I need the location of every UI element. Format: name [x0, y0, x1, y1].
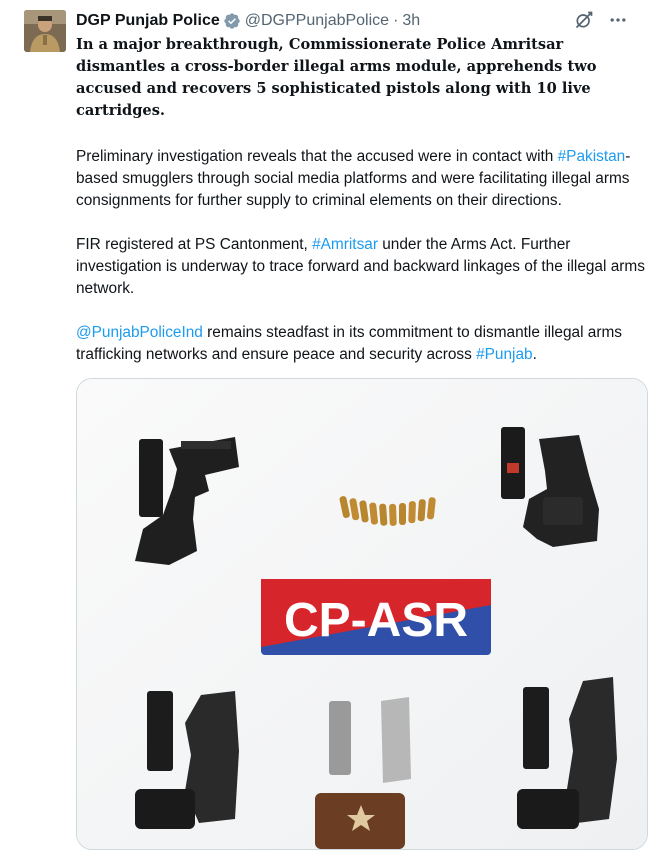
paragraph-commitment	[76, 322, 648, 366]
para-text: -based smugglers through social media platforms and were facilitating illegal arms consignments for further supply to criminal elements on their directions.	[76, 148, 631, 209]
tweet-text	[76, 34, 648, 388]
para-text: remains steadfast in its commitment to dismantle illegal arms trafficking networks and ensure peace and security across	[76, 324, 622, 363]
media-image[interactable]	[76, 378, 648, 850]
badge-label: CP-ASR	[283, 594, 469, 647]
cp-asr-badge	[261, 579, 491, 655]
para-text: Preliminary investigation reveals that the accused were in contact with	[76, 148, 558, 165]
paragraph-investigation	[76, 146, 648, 212]
para-text: FIR registered at PS Cantonment,	[76, 236, 313, 253]
para-text: .	[532, 346, 537, 363]
handle[interactable]: @DGPPunjabPolice	[244, 12, 390, 29]
timestamp[interactable]: 3h	[402, 12, 421, 29]
hashtag-pakistan[interactable]: #Pakistan	[557, 148, 626, 165]
tweet-header	[76, 10, 646, 32]
more-icon[interactable]	[608, 10, 628, 30]
separator-dot: ·	[393, 12, 399, 29]
hashtag-punjab[interactable]: #Punjab	[476, 346, 533, 363]
lead-paragraph: In a major breakthrough, Commissionerate Police Amritsar dismantles a cross-border illegal arms module, apprehends two accused and recovers 5 sophisticated pistols along with 10 live cartridges.	[76, 36, 597, 119]
hashtag-amritsar[interactable]: #Amritsar	[312, 236, 378, 253]
paragraph-fir	[76, 234, 648, 300]
display-name[interactable]: DGP Punjab Police	[76, 12, 220, 29]
header-actions	[574, 10, 628, 30]
para-text: under the Arms Act. Further investigation is underway to trace forward and backward linkages of the illegal arms network.	[76, 236, 645, 297]
grok-icon[interactable]	[574, 10, 594, 30]
avatar[interactable]	[24, 10, 66, 52]
mention-punjabpoliceind[interactable]: @PunjabPoliceInd	[76, 324, 203, 341]
verified-badge-icon	[223, 12, 241, 30]
